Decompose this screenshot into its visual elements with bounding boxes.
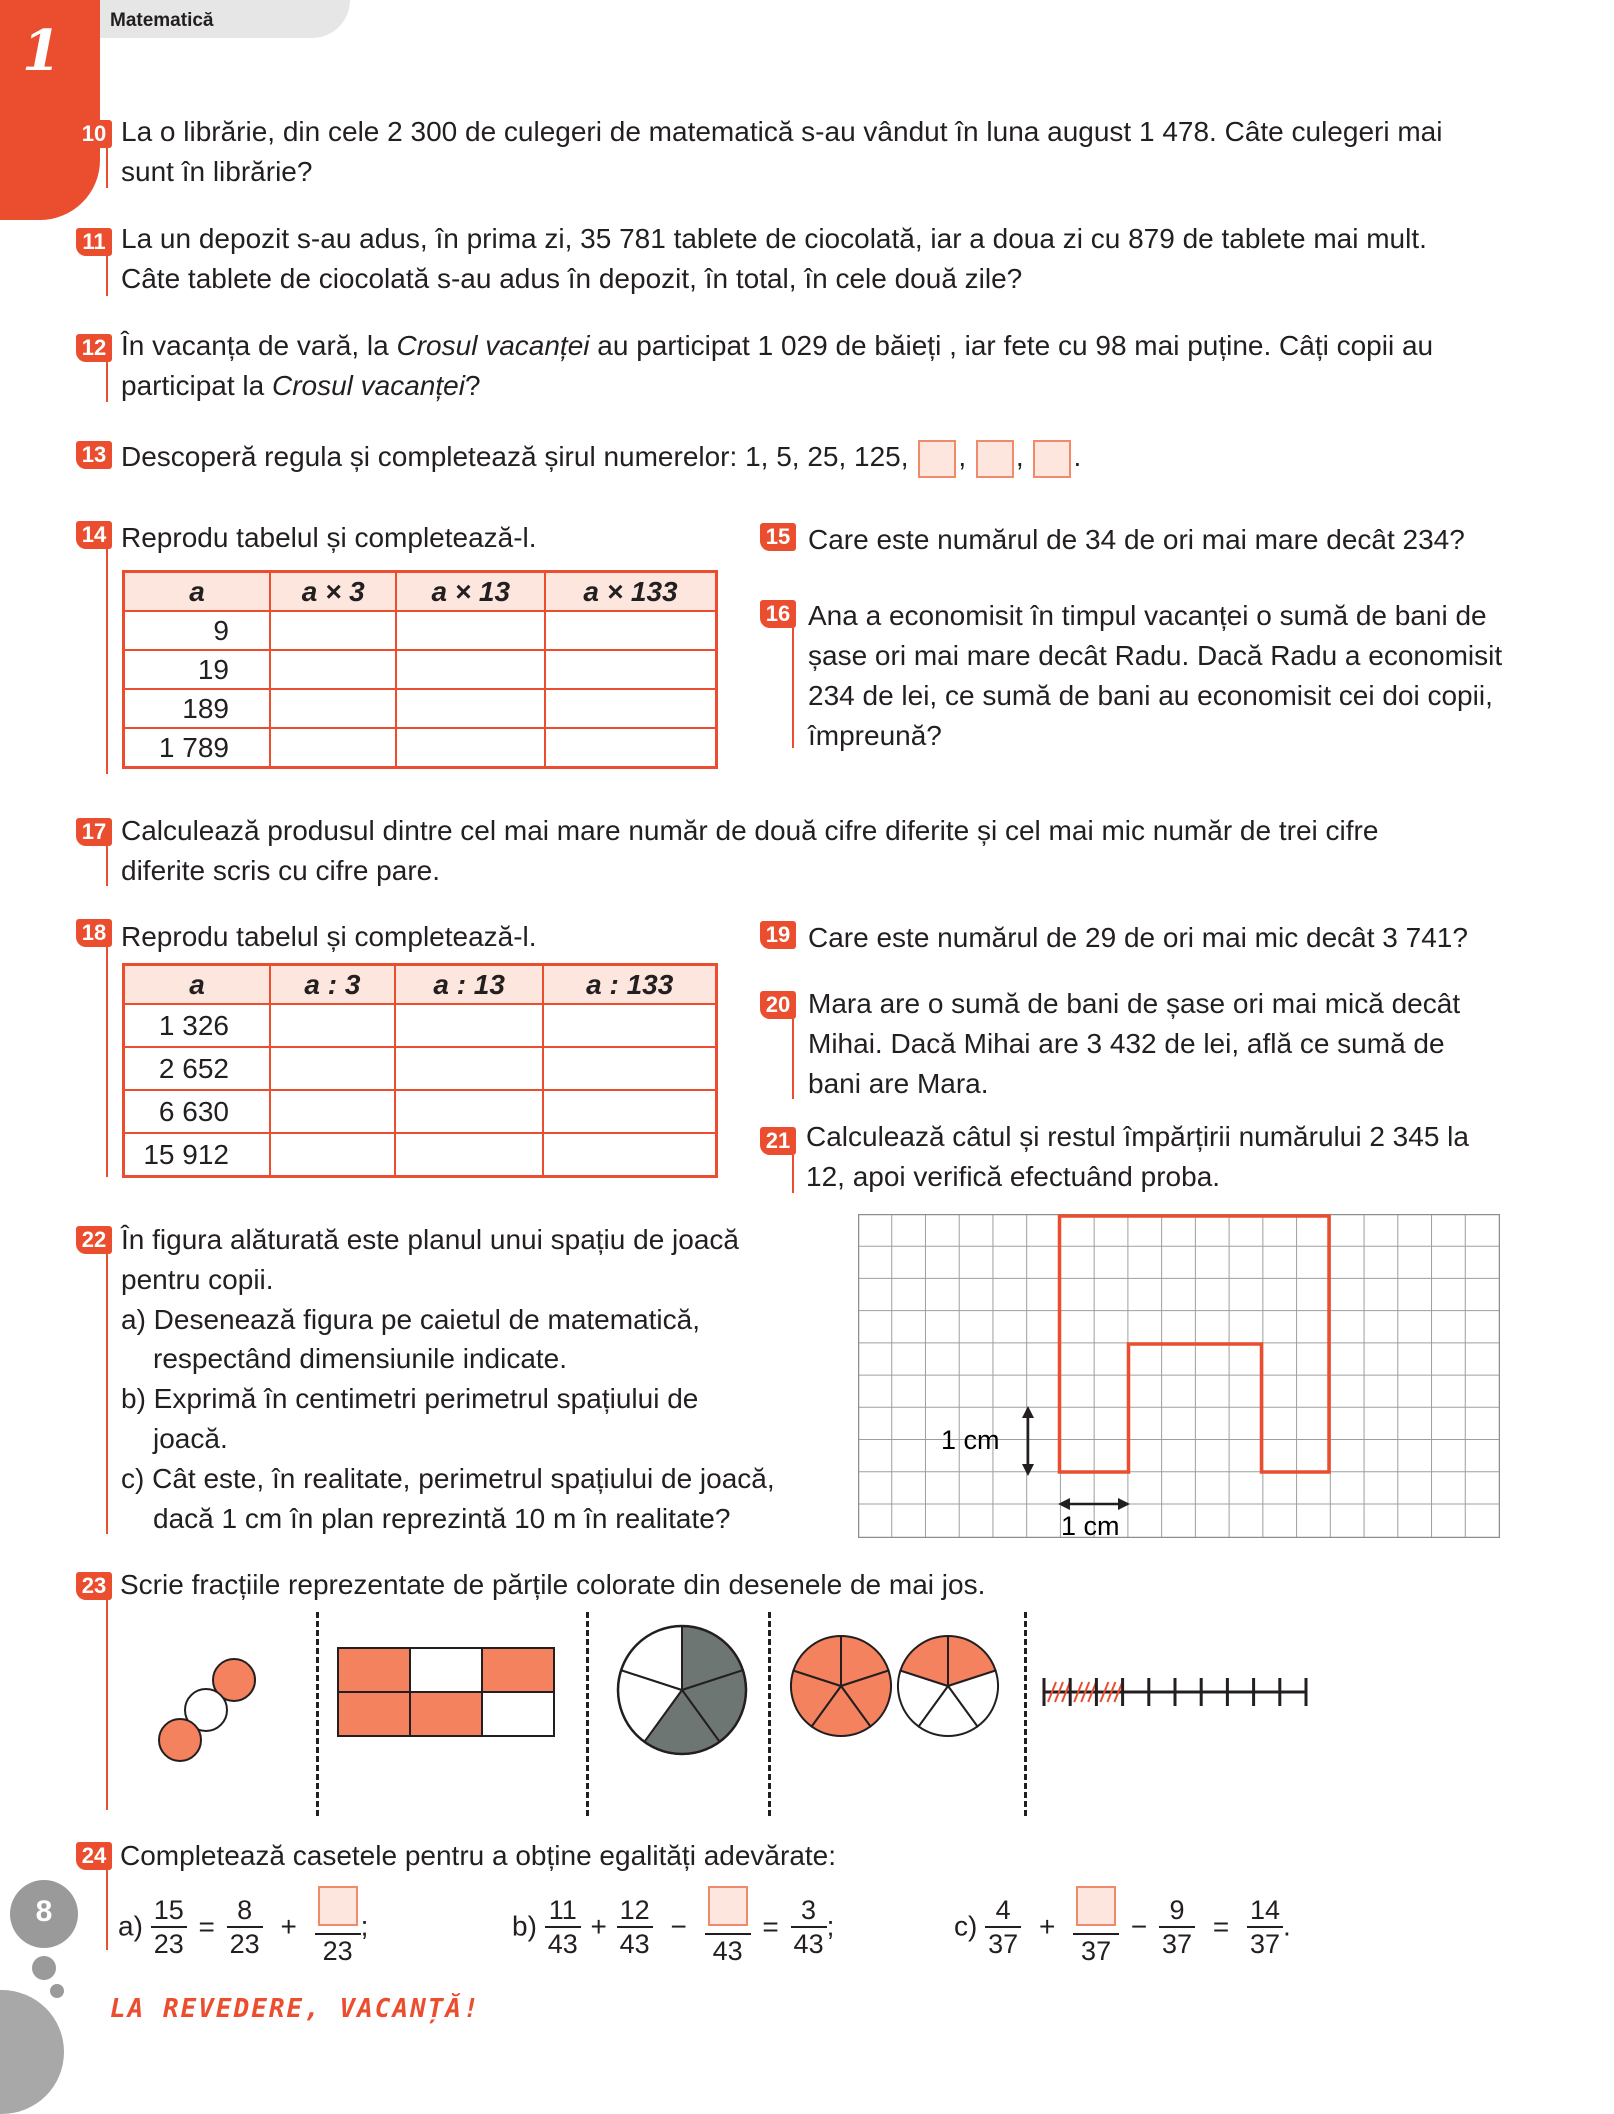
fraction <box>227 1894 263 1960</box>
exercise-number: 16 <box>760 600 796 628</box>
fraction-rectangle-figure <box>336 1646 560 1740</box>
exercise-16-line: Ana a economisit în timpul vacanței o sumă de bani de <box>808 600 1487 631</box>
exercise-22-line: b) Exprimă în centimetri perimetrul spațiului de <box>121 1383 699 1414</box>
answer-cell[interactable] <box>545 611 716 650</box>
exercise-11-line-2: Câte tablete de ciocolată s-au adus în depozit, în total, în cele două zile? <box>121 263 1023 294</box>
table-cell: 1 326 <box>124 1004 271 1047</box>
table-cell: 2 652 <box>124 1047 271 1090</box>
column-header: a : 13 <box>395 965 544 1005</box>
playground-outline <box>1060 1216 1330 1472</box>
column-header: a × 13 <box>396 572 545 612</box>
exercise-number: 11 <box>76 228 112 256</box>
exercise-rule <box>106 1254 108 1534</box>
decor-corner <box>0 1990 64 2114</box>
exercise-rule <box>106 846 108 886</box>
numerator: 9 <box>1159 1894 1195 1928</box>
answer-box[interactable] <box>976 440 1014 478</box>
exercise-number: 18 <box>76 919 112 947</box>
terminator: . <box>1283 1910 1291 1942</box>
answer-cell[interactable] <box>395 1090 544 1133</box>
table-cell: 1 789 <box>124 728 271 768</box>
exercise-rule <box>792 1155 794 1193</box>
answer-cell[interactable] <box>543 1133 716 1177</box>
answer-cell[interactable] <box>270 611 396 650</box>
exercise-19-text: Care este numărul de 29 de ori mai mic decât 3 741? <box>808 922 1468 953</box>
page-number: 8 <box>35 1895 53 1928</box>
exercise-12-line-1 <box>121 326 1433 366</box>
exercise-17-line-2: diferite scris cu cifre pare. <box>121 855 440 886</box>
exercise-22-line: În figura alăturată este planul unui spațiu de joacă <box>121 1224 739 1255</box>
denominator: 37 <box>1081 1936 1112 1966</box>
item-label: b) <box>512 1910 537 1942</box>
operator: = <box>762 1910 779 1942</box>
exercise-rule <box>106 947 108 1177</box>
multiplication-table <box>122 570 718 769</box>
answer-cell[interactable] <box>543 1090 716 1133</box>
column-header: a <box>124 965 271 1005</box>
exercise-22-line: a) Desenează figura pe caietul de matematică, <box>121 1304 700 1335</box>
numerator: 3 <box>791 1894 827 1928</box>
operator: + <box>590 1910 607 1942</box>
text-span: În vacanța de vară, la <box>121 330 397 361</box>
fraction <box>705 1886 751 1967</box>
equation-a <box>118 1886 368 1967</box>
answer-cell[interactable] <box>270 689 396 728</box>
item-label: a) <box>118 1910 143 1942</box>
text-span: ? <box>464 370 481 401</box>
exercise-22-line: respectând dimensiunile indicate. <box>153 1343 568 1374</box>
numerator: 4 <box>985 1894 1021 1928</box>
fraction <box>985 1894 1021 1960</box>
answer-box[interactable] <box>708 1886 748 1926</box>
division-table <box>122 963 718 1178</box>
subject-title: Matematică <box>110 10 214 31</box>
answer-box[interactable] <box>1033 440 1071 478</box>
exercise-20-line: Mara are o sumă de bani de șase ori mai mică decât <box>808 988 1461 1019</box>
table-row <box>124 689 717 728</box>
text-span: participat la <box>121 370 272 401</box>
table-row <box>124 650 717 689</box>
answer-cell[interactable] <box>396 611 545 650</box>
equation-c <box>954 1886 1291 1967</box>
denominator: 37 <box>1249 1928 1281 1959</box>
race-name: Crosul vacanței <box>396 330 590 361</box>
numerator: 14 <box>1247 1894 1283 1928</box>
exercise-12-line-2 <box>121 366 481 406</box>
table-row <box>124 1047 717 1090</box>
answer-box[interactable] <box>318 1886 358 1926</box>
numerator: 12 <box>617 1894 653 1928</box>
fraction-orange-pies-figure <box>788 1630 1004 1742</box>
operator: = <box>1212 1910 1230 1942</box>
exercise-23-text: Scrie fracțiile reprezentate de părțile colorate din desenele de mai jos. <box>120 1569 986 1600</box>
separator: , <box>958 441 967 472</box>
table-row <box>124 1133 717 1177</box>
exercise-13-line <box>121 437 1081 478</box>
decor-dot <box>50 1984 64 1998</box>
exercise-10-line-1: La o librărie, din cele 2 300 de culegeri de matematică s-au vândut în luna august 1 478. Câte culegeri mai <box>121 116 1443 147</box>
denominator: 43 <box>793 1928 824 1959</box>
exercise-22-line: dacă 1 cm în plan reprezintă 10 m în realitate? <box>153 1503 731 1534</box>
answer-box[interactable] <box>918 440 956 478</box>
table-cell: 19 <box>124 650 271 689</box>
fraction <box>1073 1886 1119 1967</box>
exercise-rule <box>106 256 108 296</box>
separator: . <box>1073 441 1082 472</box>
exercise-number: 15 <box>760 523 796 551</box>
fraction-segment-figure <box>1040 1670 1310 1710</box>
text-span: Descoperă regula și completează șirul numerelor: 1, 5, 25, 125, <box>121 441 909 472</box>
table-header-row <box>124 965 717 1005</box>
exercise-22-line: pentru copii. <box>121 1264 274 1295</box>
answer-cell[interactable] <box>270 728 396 768</box>
answer-cell[interactable] <box>270 1004 395 1047</box>
denominator: 37 <box>988 1928 1019 1959</box>
operator: − <box>1130 1910 1148 1942</box>
numerator <box>315 1886 361 1935</box>
exercise-number: 24 <box>76 1842 112 1870</box>
answer-cell[interactable] <box>270 1090 395 1133</box>
answer-cell[interactable] <box>270 1047 395 1090</box>
table-row <box>124 1090 717 1133</box>
answer-cell[interactable] <box>396 650 545 689</box>
fraction-circles-figure <box>150 1652 270 1792</box>
exercise-24-text: Completează casetele pentru a obține egalități adevărate: <box>120 1840 837 1871</box>
exercise-number: 22 <box>76 1226 112 1254</box>
column-header: a × 3 <box>270 572 396 612</box>
table-cell: 6 630 <box>124 1090 271 1133</box>
terminator: ; <box>360 1910 369 1942</box>
column-header: a : 133 <box>543 965 716 1005</box>
fraction <box>315 1886 361 1967</box>
denominator: 23 <box>229 1928 260 1959</box>
numerator <box>705 1886 751 1935</box>
chapter-number: 1 <box>22 18 61 84</box>
table-row <box>124 611 717 650</box>
column-header: a : 3 <box>270 965 395 1005</box>
exercise-number: 21 <box>760 1127 796 1155</box>
denominator: 43 <box>619 1928 650 1959</box>
answer-box[interactable] <box>1076 1886 1116 1926</box>
denominator: 37 <box>1162 1928 1193 1959</box>
item-label: c) <box>954 1910 978 1942</box>
answer-cell[interactable] <box>545 728 716 768</box>
exercise-rule <box>106 148 108 188</box>
fraction <box>791 1894 827 1960</box>
exercise-17-line-1: Calculează produsul dintre cel mai mare număr de două cifre diferite și cel mai mic număr de trei cifre <box>121 815 1379 846</box>
scale-label-vertical: 1 cm <box>941 1425 1000 1455</box>
answer-cell[interactable] <box>395 1133 544 1177</box>
column-header: a × 133 <box>545 572 716 612</box>
exercise-number: 23 <box>76 1572 112 1600</box>
numerator: 8 <box>227 1894 263 1928</box>
exercise-rule <box>106 549 108 774</box>
exercise-rule <box>106 1870 108 1950</box>
divider <box>586 1612 589 1816</box>
exercise-16-line: 234 de lei, ce sumă de bani au economisit cei doi copii, <box>808 680 1493 711</box>
numerator: 15 <box>151 1894 187 1928</box>
exercise-number: 19 <box>760 921 796 949</box>
exercise-16-line: șase ori mai mare decât Radu. Dacă Radu a economisit <box>808 640 1503 671</box>
fraction <box>1159 1894 1195 1960</box>
exercise-rule <box>792 1019 794 1099</box>
answer-cell[interactable] <box>396 728 545 768</box>
divider <box>1024 1612 1027 1816</box>
table-cell: 9 <box>124 611 271 650</box>
denominator: 23 <box>153 1928 184 1959</box>
table-row <box>124 728 717 768</box>
answer-cell[interactable] <box>396 689 545 728</box>
exercise-20-line: Mihai. Dacă Mihai are 3 432 de lei, află ce sumă de <box>808 1028 1445 1059</box>
race-name: Crosul vacanței <box>271 370 465 401</box>
divider <box>316 1612 319 1816</box>
exercise-18-text: Reprodu tabelul și completează-l. <box>121 921 537 952</box>
fraction <box>151 1894 187 1960</box>
operator: = <box>198 1910 215 1942</box>
denominator: 43 <box>712 1936 743 1966</box>
exercise-15-text: Care este numărul de 34 de ori mai mare decât 234? <box>808 524 1465 555</box>
fraction-grey-pie-figure <box>612 1620 752 1760</box>
denominator: 23 <box>322 1936 353 1966</box>
exercise-number: 20 <box>760 991 796 1019</box>
answer-cell[interactable] <box>543 1004 716 1047</box>
exercise-16-line: împreună? <box>808 720 942 751</box>
terminator: ; <box>826 1910 835 1942</box>
answer-cell[interactable] <box>270 650 396 689</box>
exercise-21-line: Calculează câtul și restul împărțirii numărului 2 345 la <box>806 1121 1469 1152</box>
separator: , <box>1015 441 1024 472</box>
text-span: au participat 1 029 de băieți , iar fete cu 98 mai puține. Câți copii au <box>589 330 1434 361</box>
fraction <box>545 1894 581 1960</box>
answer-cell[interactable] <box>395 1047 544 1090</box>
scale-label-horizontal: 1 cm <box>1061 1511 1120 1538</box>
answer-cell[interactable] <box>545 689 716 728</box>
exercise-rule <box>106 1600 108 1810</box>
exercise-11-line-1: La un depozit s-au adus, în prima zi, 35 781 tablete de ciocolată, iar a doua zi cu 879 de tablete mai mult. <box>121 223 1427 254</box>
exercise-rule <box>106 362 108 402</box>
equation-b <box>512 1886 834 1967</box>
playground-plan-grid <box>858 1214 1500 1538</box>
decor-dot <box>32 1956 56 1980</box>
fraction <box>617 1894 653 1960</box>
operator: + <box>1038 1910 1056 1942</box>
answer-cell[interactable] <box>395 1004 544 1047</box>
exercise-number: 12 <box>76 334 112 362</box>
exercise-rule <box>792 628 794 748</box>
table-header-row <box>124 572 717 612</box>
operator: − <box>670 1910 687 1942</box>
exercise-number: 10 <box>76 120 112 148</box>
column-header: a <box>124 572 271 612</box>
footer-slogan: LA REVEDERE, VACANȚĂ! <box>110 1994 481 2024</box>
answer-cell[interactable] <box>545 650 716 689</box>
exercise-21-line: 12, apoi verifică efectuând proba. <box>806 1161 1221 1192</box>
table-cell: 15 912 <box>124 1133 271 1177</box>
numerator: 11 <box>545 1894 581 1928</box>
denominator: 43 <box>547 1928 578 1959</box>
exercise-20-line: bani are Mara. <box>808 1068 989 1099</box>
operator: + <box>280 1910 297 1942</box>
exercise-number: 13 <box>76 441 112 469</box>
answer-cell[interactable] <box>270 1133 395 1177</box>
numerator <box>1073 1886 1119 1935</box>
table-row <box>124 1004 717 1047</box>
answer-cell[interactable] <box>543 1047 716 1090</box>
exercise-14-text: Reprodu tabelul și completează-l. <box>121 522 537 553</box>
exercise-10-line-2: sunt în librărie? <box>121 156 313 187</box>
divider <box>768 1612 771 1816</box>
exercise-number: 17 <box>76 818 112 846</box>
exercise-22-line: joacă. <box>153 1423 228 1454</box>
exercise-22-line: c) Cât este, în realitate, perimetrul spațiului de joacă, <box>121 1463 775 1494</box>
fraction <box>1247 1894 1283 1960</box>
exercise-number: 14 <box>76 521 112 549</box>
table-cell: 189 <box>124 689 271 728</box>
